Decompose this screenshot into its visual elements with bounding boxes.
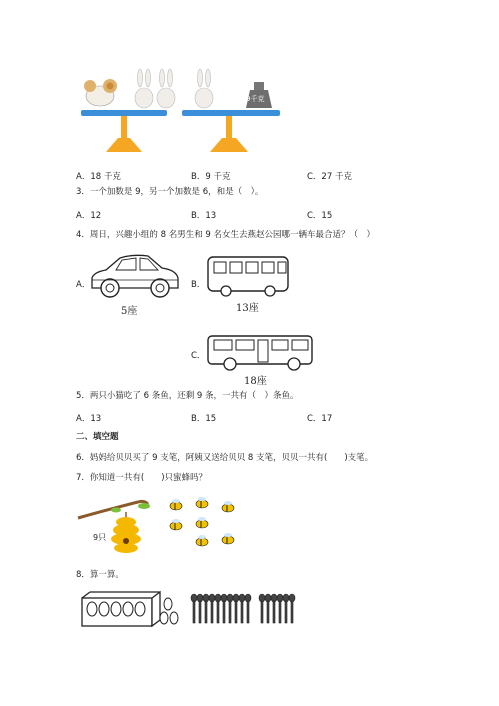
coach-icon	[206, 332, 318, 372]
spoons-group-left	[190, 594, 254, 628]
left-tray	[81, 110, 167, 116]
q5-option-c: C．17	[307, 414, 333, 424]
egg-box-icon	[80, 590, 184, 632]
q4-option-b: B．	[191, 280, 206, 290]
balance-option-b: B．9 千克	[191, 172, 231, 182]
q3-option-b: B．13	[191, 211, 217, 221]
section-2-title: 二、填空题	[76, 432, 119, 442]
q5-option-b: B．15	[191, 414, 217, 424]
rabbit-icon	[195, 69, 213, 108]
spoons-group-right	[258, 594, 298, 628]
balance-option-a: A．18 千克	[76, 172, 121, 182]
q5-option-a: A．13	[76, 414, 102, 424]
car-caption: 5座	[121, 306, 138, 317]
right-post	[226, 116, 232, 138]
rabbit-icon	[157, 69, 175, 108]
question-6: 6．妈妈给贝贝买了 9 支笔，阿姨又送给贝贝 8 支笔，贝贝一共有( )支笔。	[76, 453, 374, 463]
balance-scale-figure	[76, 68, 286, 156]
bee-icon	[196, 517, 208, 528]
question-8: 8．算一算。	[76, 570, 124, 580]
bee-icon	[222, 533, 234, 544]
bee-icon	[170, 499, 182, 510]
right-tray	[182, 110, 280, 116]
bus-caption: 13座	[236, 303, 259, 314]
bees-group	[164, 498, 240, 554]
question-7: 7．你知道一共有( )只蜜蜂吗？	[76, 473, 208, 483]
question-3: 3．一个加数是 9，另一个加数是 6，和是（ ）。	[76, 187, 264, 197]
ram-icon	[84, 79, 117, 106]
q4-option-a: A．	[76, 280, 91, 290]
bus-icon	[206, 255, 290, 297]
balance-option-c: C．27 千克	[307, 172, 352, 182]
bee-icon	[196, 497, 208, 508]
question-5: 5．两只小猫吃了 6 条鱼，还剩 9 条，一共有（ ）条鱼。	[76, 391, 299, 401]
q3-option-c: C．15	[307, 211, 333, 221]
coach-caption: 18座	[244, 376, 267, 387]
question-4: 4．周日，兴趣小组的 8 名男生和 9 名女生去燕赵公园哪一辆车最合适？（ ）	[76, 230, 376, 240]
q3-option-a: A．12	[76, 211, 102, 221]
right-base	[210, 138, 248, 152]
weight-label: 9千克	[246, 95, 265, 103]
bee-icon	[170, 519, 182, 530]
bee-icon	[222, 501, 234, 512]
car-icon	[86, 252, 182, 302]
hive-label: 9只	[93, 533, 107, 542]
rabbit-icon	[135, 69, 153, 108]
q4-option-c: C．	[191, 351, 206, 361]
left-post	[121, 116, 127, 138]
beehive-icon	[76, 498, 156, 560]
bee-icon	[196, 535, 208, 546]
left-base	[106, 138, 142, 152]
balance-scale-drawing	[76, 68, 286, 156]
